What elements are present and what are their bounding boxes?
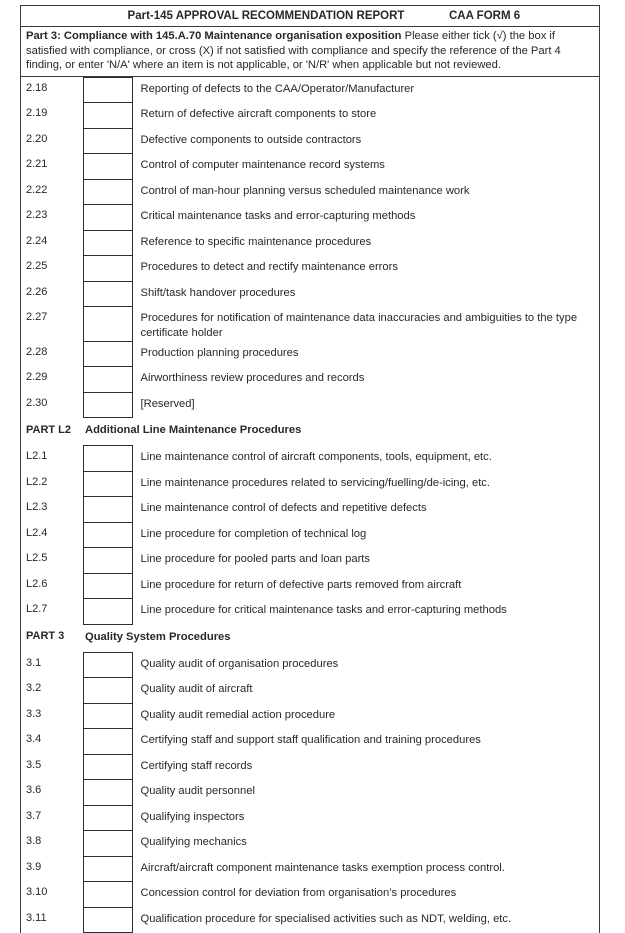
item-ref: 3.1 (26, 656, 42, 669)
item-ref: 2.21 (26, 158, 48, 171)
checklist-row (21, 522, 599, 548)
item-description: Qualifying inspectors (140, 810, 245, 823)
checklist-row (21, 780, 599, 806)
compliance-checkbox[interactable] (83, 856, 132, 882)
compliance-checkbox[interactable] (83, 548, 132, 574)
item-description: Qualification procedure for specialised activities such as NDT, welding, etc. (140, 912, 512, 925)
item-ref: L2.5 (26, 552, 48, 565)
checklist-row (21, 256, 599, 282)
item-description: Quality audit of aircraft (140, 683, 253, 696)
item-ref: 2.27 (26, 311, 48, 324)
form-title-bar (21, 6, 599, 27)
section-title: Additional Line Maintenance Procedures (85, 424, 302, 437)
checklist-row (21, 573, 599, 599)
checklist-row (21, 652, 599, 678)
item-ref: 3.9 (26, 860, 42, 873)
checklist-row (21, 703, 599, 729)
part3-section-header (21, 27, 599, 77)
compliance-checkbox[interactable] (83, 471, 132, 497)
item-ref: L2.6 (26, 577, 48, 590)
compliance-checkbox[interactable] (83, 599, 132, 625)
form-title: Part-145 APPROVAL RECOMMENDATION REPORT (127, 10, 405, 22)
checklist-table (21, 77, 599, 933)
section-ref: PART L2 (26, 423, 72, 436)
compliance-checkbox[interactable] (83, 652, 132, 678)
item-ref: 2.19 (26, 107, 48, 120)
item-ref: L2.1 (26, 450, 48, 463)
item-description: Procedures to detect and rectify maintenance errors (140, 261, 398, 274)
item-ref: L2.4 (26, 526, 48, 539)
compliance-checkbox[interactable] (83, 754, 132, 780)
section-title: Quality System Procedures (85, 630, 231, 643)
checklist-row (21, 907, 599, 933)
compliance-checkbox[interactable] (83, 573, 132, 599)
compliance-checkbox[interactable] (83, 341, 132, 367)
item-description: Certifying staff and support staff qualification and training procedures (140, 734, 481, 747)
compliance-checkbox[interactable] (83, 103, 132, 129)
item-ref: 3.2 (26, 682, 42, 695)
item-description: Defective components to outside contractors (140, 133, 362, 146)
checklist-row (21, 548, 599, 574)
item-description: Qualifying mechanics (140, 836, 247, 849)
compliance-checkbox[interactable] (83, 77, 132, 103)
checklist-row (21, 497, 599, 523)
checklist-body (21, 77, 599, 933)
item-description: Control of man-hour planning versus scheduled maintenance work (140, 184, 470, 197)
checklist-row (21, 856, 599, 882)
checklist-row (21, 831, 599, 857)
checklist-row (21, 729, 599, 755)
checklist-row (21, 179, 599, 205)
compliance-checkbox[interactable] (83, 805, 132, 831)
compliance-checkbox[interactable] (83, 307, 132, 342)
item-ref: 3.6 (26, 784, 42, 797)
item-ref: 3.5 (26, 758, 42, 771)
item-ref: 2.18 (26, 81, 48, 94)
item-description: Concession control for deviation from organisation’s procedures (140, 887, 457, 900)
item-ref: 3.11 (26, 911, 47, 924)
compliance-checkbox[interactable] (83, 154, 132, 180)
item-description: Line procedure for return of defective parts removed from aircraft (140, 578, 462, 591)
form-number: CAA FORM 6 (449, 10, 521, 22)
compliance-checkbox[interactable] (83, 205, 132, 231)
item-description: Production planning procedures (140, 346, 299, 359)
compliance-checkbox[interactable] (83, 882, 132, 908)
section-heading-row (21, 418, 599, 446)
compliance-checkbox[interactable] (83, 780, 132, 806)
item-description: Line procedure for pooled parts and loan parts (140, 553, 370, 566)
item-ref: L2.3 (26, 501, 48, 514)
compliance-checkbox[interactable] (83, 392, 132, 418)
item-ref: 3.3 (26, 707, 42, 720)
item-ref: 2.28 (26, 345, 48, 358)
section-heading-row (21, 624, 599, 652)
item-description: Control of computer maintenance record systems (140, 159, 385, 172)
checklist-row (21, 392, 599, 418)
compliance-checkbox[interactable] (83, 831, 132, 857)
compliance-checkbox[interactable] (83, 729, 132, 755)
compliance-checkbox[interactable] (83, 703, 132, 729)
checklist-row (21, 307, 599, 342)
compliance-checkbox[interactable] (83, 678, 132, 704)
item-ref: 3.8 (26, 835, 42, 848)
checklist-row (21, 446, 599, 472)
item-ref: 2.20 (26, 132, 48, 145)
checklist-row (21, 281, 599, 307)
item-ref: 2.29 (26, 371, 48, 384)
checklist-row (21, 805, 599, 831)
item-ref: 2.22 (26, 183, 48, 196)
checklist-row (21, 154, 599, 180)
checklist-row (21, 128, 599, 154)
item-ref: 2.24 (26, 234, 48, 247)
checklist-row (21, 205, 599, 231)
item-description: Return of defective aircraft components to store (140, 108, 377, 121)
compliance-checkbox[interactable] (83, 497, 132, 523)
item-description: Critical maintenance tasks and error-capturing methods (140, 210, 416, 223)
item-description: Quality audit remedial action procedure (140, 708, 336, 721)
item-ref: 2.23 (26, 209, 48, 222)
compliance-checkbox[interactable] (83, 367, 132, 393)
checklist-row (21, 341, 599, 367)
checklist-row (21, 754, 599, 780)
item-description: Reporting of defects to the CAA/Operator/Manufacturer (140, 82, 415, 95)
item-description: Certifying staff records (140, 759, 253, 772)
item-ref: 2.25 (26, 260, 48, 273)
compliance-checkbox[interactable] (83, 128, 132, 154)
item-description: Line procedure for completion of technical log (140, 527, 367, 540)
checklist-row (21, 882, 599, 908)
compliance-checkbox[interactable] (83, 256, 132, 282)
item-description: Quality audit of organisation procedures (140, 657, 339, 670)
item-ref: L2.7 (26, 603, 48, 616)
item-description: Airworthiness review procedures and records (140, 372, 365, 385)
part3-instructions: Please either tick (√) the box if satisfied with compliance, or cross (X) if not satisfied with compliance and specify the reference of the Part 4 finding, or enter 'N/A' where an item is not applicable, or 'N/R' when applicable but not reviewed. (26, 30, 561, 72)
compliance-checkbox[interactable] (83, 907, 132, 933)
item-ref: 3.10 (26, 886, 48, 899)
checklist-row (21, 599, 599, 625)
compliance-checkbox[interactable] (83, 446, 132, 472)
item-description: Shift/task handover procedures (140, 286, 296, 299)
part3-title: Part 3: Compliance with 145.A.70 Maintenance organisation exposition (26, 30, 402, 42)
item-description: Reference to specific maintenance procedures (140, 235, 372, 248)
compliance-checkbox[interactable] (83, 281, 132, 307)
item-ref: 3.7 (26, 809, 42, 822)
item-description: Procedures for notification of maintenance data inaccuracies and ambiguities to the type certificate holder (140, 312, 578, 340)
compliance-checkbox[interactable] (83, 522, 132, 548)
item-ref: 2.30 (26, 396, 48, 409)
item-description: [Reserved] (140, 397, 195, 410)
checklist-row (21, 471, 599, 497)
item-description: Line procedure for critical maintenance tasks and error-capturing methods (140, 604, 507, 617)
compliance-checkbox[interactable] (83, 179, 132, 205)
item-description: Line maintenance procedures related to servicing/fuelling/de-icing, etc. (140, 476, 491, 489)
compliance-checkbox[interactable] (83, 230, 132, 256)
item-ref: 2.26 (26, 285, 48, 298)
section-ref: PART 3 (26, 630, 65, 643)
checklist-row (21, 77, 599, 103)
item-ref: L2.2 (26, 475, 48, 488)
checklist-row (21, 678, 599, 704)
item-ref: 3.4 (26, 733, 42, 746)
checklist-row (21, 103, 599, 129)
checklist-row (21, 230, 599, 256)
item-description: Line maintenance control of aircraft components, tools, equipment, etc. (140, 451, 492, 464)
item-description: Quality audit personnel (140, 785, 255, 798)
item-description: Line maintenance control of defects and repetitive defects (140, 502, 427, 515)
checklist-row (21, 367, 599, 393)
item-description: Aircraft/aircraft component maintenance tasks exemption process control. (140, 861, 505, 874)
form-document (20, 5, 600, 933)
